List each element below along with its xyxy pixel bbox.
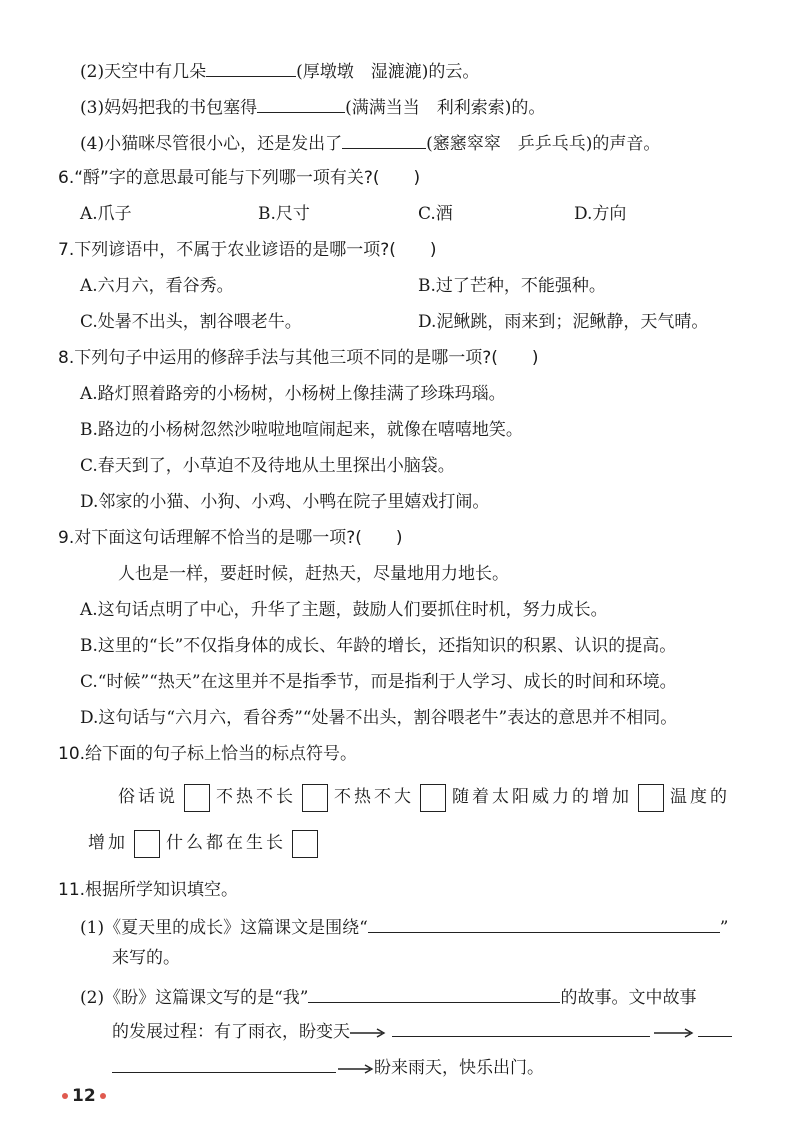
arrow-right-icon [350, 1027, 386, 1039]
q6-option-a[interactable]: A.爪子 [80, 204, 132, 224]
q5-item2: (2)天空中有几朵 (厚墩墩 湿漉漉)的云。 [80, 58, 479, 84]
answer-blank[interactable] [206, 58, 296, 77]
answer-blank[interactable] [257, 94, 345, 113]
q9-option-b[interactable]: B.这里的“长”不仅指身体的成长、年龄的增长，还指知识的积累、认识的提高。 [80, 636, 677, 656]
q11-item1: (1)《夏天里的成长》这篇课文是围绕“ ” [80, 914, 728, 940]
punctuation-box[interactable] [638, 784, 664, 812]
answer-blank[interactable] [342, 130, 426, 149]
q9-option-d[interactable]: D.这句话与“六月六，看谷秀”“处暑不出头，割谷喂老牛”表达的意思并不相同。 [80, 708, 678, 728]
q8-option-c[interactable]: C.春天到了，小草迫不及待地从土里探出小脑袋。 [80, 456, 455, 476]
q8-option-b[interactable]: B.路边的小杨树忽然沙啦啦地喧闹起来，就像在嘻嘻地笑。 [80, 420, 523, 440]
q9-option-c[interactable]: C.“时候”“热天”在这里并不是指季节，而是指利于人学习、成长的时间和环境。 [80, 672, 677, 692]
q7-option-c[interactable]: C.处暑不出头，割谷喂老牛。 [80, 312, 302, 332]
q9-quote: 人也是一样，要赶时候，赶热天，尽量地用力地长。 [118, 564, 509, 584]
q11-item2: (2)《盼》这篇课文写的是“我” 的故事。文中故事 [80, 984, 696, 1010]
q8-option-a[interactable]: A.路灯照着路旁的小杨树，小杨树上像挂满了珍珠玛瑙。 [80, 384, 506, 404]
answer-blank[interactable] [112, 1054, 336, 1073]
q10-sentence-line2: 增加 什么都在生长 [88, 828, 324, 858]
q6-option-d[interactable]: D.方向 [574, 204, 627, 224]
punctuation-box[interactable] [134, 830, 160, 858]
page-number: 12 [58, 1086, 110, 1106]
q7-option-d[interactable]: D.泥鳅跳，雨来到；泥鳅静，天气晴。 [418, 312, 709, 332]
punctuation-box[interactable] [302, 784, 328, 812]
q10-stem: 10.给下面的句子标上恰当的标点符号。 [58, 744, 358, 764]
q11-item2-line3: 盼来雨天，快乐出门。 [112, 1054, 544, 1080]
punctuation-box[interactable] [420, 784, 446, 812]
q6-option-b[interactable]: B.尺寸 [258, 204, 310, 224]
q9-option-a[interactable]: A.这句话点明了中心，升华了主题，鼓励人们要抓住时机，努力成长。 [80, 600, 608, 620]
answer-blank[interactable] [392, 1018, 650, 1037]
q7-option-a[interactable]: A.六月六，看谷秀。 [80, 276, 234, 296]
q8-stem: 8.下列句子中运用的修辞手法与其他三项不同的是哪一项?( ) [58, 348, 539, 368]
q5-item4: (4)小猫咪尽管很小心，还是发出了 (窸窸窣窣 乒乒乓乓)的声音。 [80, 130, 660, 156]
q11-item1-cont: 来写的。 [112, 948, 180, 968]
punctuation-box[interactable] [184, 784, 210, 812]
punctuation-box[interactable] [292, 830, 318, 858]
q9-stem: 9.对下面这句话理解不恰当的是哪一项?( ) [58, 528, 403, 548]
q7-stem: 7.下列谚语中，不属于农业谚语的是哪一项?( ) [58, 240, 437, 260]
q10-sentence-line1: 俗话说 不热不长 不热不大 随着太阳威力的增加 温度的 [118, 782, 730, 812]
q11-item2-line2: 的发展过程：有了雨衣，盼变天 [112, 1018, 732, 1044]
q6-option-c[interactable]: C.酒 [418, 204, 453, 224]
answer-blank[interactable] [698, 1018, 732, 1037]
bullet-dot-icon [62, 1093, 68, 1099]
answer-blank[interactable] [308, 984, 560, 1003]
q5-item3: (3)妈妈把我的书包塞得 (满满当当 利利索索)的。 [80, 94, 545, 120]
arrow-right-icon [654, 1027, 694, 1039]
q7-option-b[interactable]: B.过了芒种，不能强种。 [418, 276, 606, 296]
answer-blank[interactable] [368, 914, 720, 933]
arrow-right-icon [338, 1063, 374, 1075]
q11-stem: 11.根据所学知识填空。 [58, 880, 239, 900]
bullet-dot-icon [100, 1093, 106, 1099]
q8-option-d[interactable]: D.邻家的小猫、小狗、小鸡、小鸭在院子里嬉戏打闹。 [80, 492, 490, 512]
q6-stem: 6.“酹”字的意思最可能与下列哪一项有关?( ) [58, 168, 421, 188]
